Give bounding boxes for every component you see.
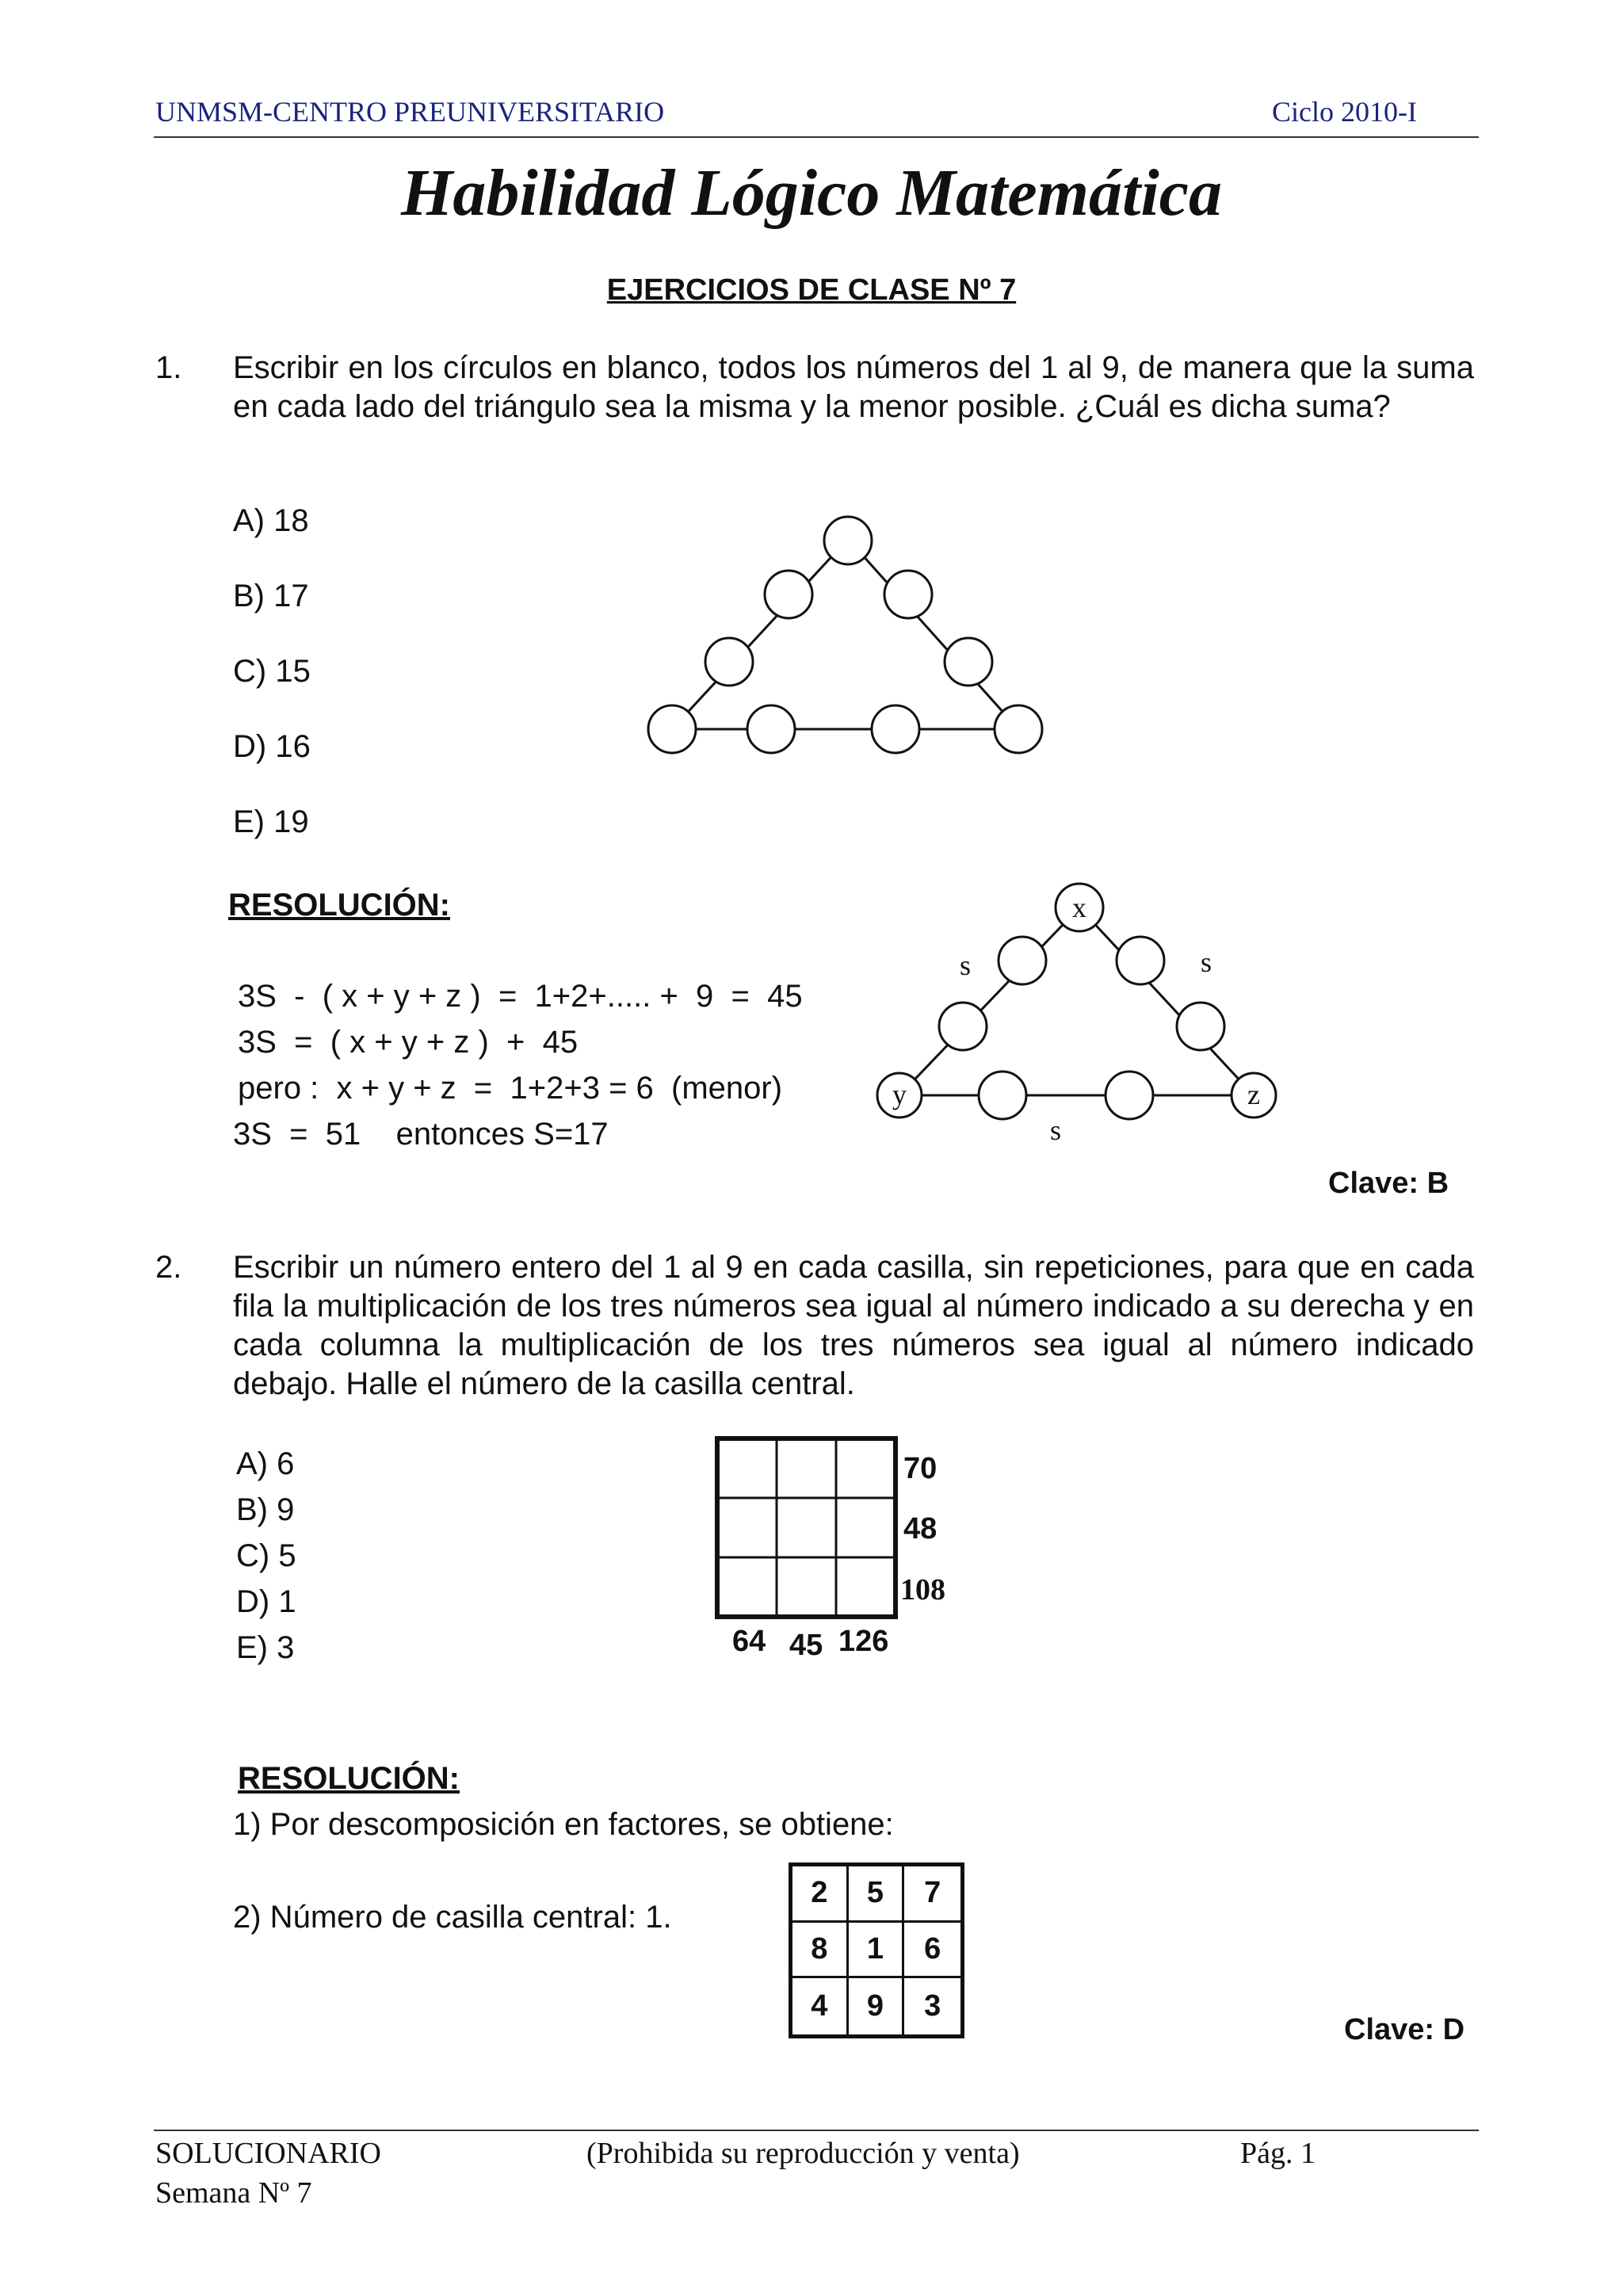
problem-2-option-b: B) 9 [236, 1492, 295, 1527]
problem-1-equation-1: 3S - ( x + y + z ) = 1+2+..... + 9 = 45 [238, 979, 803, 1014]
blank-circle [1177, 1003, 1224, 1050]
solution-cell: 2 [792, 1866, 849, 1923]
blank-circle [999, 937, 1046, 984]
label-z: z [1247, 1079, 1260, 1110]
blank-circle [995, 705, 1042, 753]
col-product-1: 64 [732, 1625, 766, 1658]
triangle-diagram [634, 507, 1062, 761]
label-x: x [1072, 892, 1086, 923]
solution-grid [789, 1862, 964, 2038]
solution-cell: 7 [904, 1866, 960, 1923]
blank-circle [1106, 1072, 1153, 1119]
labelled-triangle-diagram [864, 872, 1308, 1157]
blank-circle [705, 638, 753, 686]
blank-circle [884, 571, 932, 618]
footer-solucionario: SOLUCIONARIO [155, 2137, 381, 2170]
solution-cell: 3 [924, 1989, 941, 2023]
blank-circle [945, 638, 992, 686]
label-s-right: s [1200, 946, 1212, 978]
grid-border [717, 1438, 896, 1617]
blank-circle [824, 517, 872, 564]
row-product-3: 108 [900, 1573, 945, 1606]
header-divider [154, 136, 1479, 138]
problem-2-number: 2. [155, 1250, 182, 1285]
problem-1-answer: Clave: B [1328, 1167, 1449, 1200]
problem-2-option-e: E) 3 [236, 1630, 295, 1665]
blank-circle [979, 1072, 1026, 1119]
col-product-3: 126 [838, 1625, 889, 1658]
problem-1-option-d: D) 16 [233, 729, 311, 764]
solution-cell: 9 [849, 1978, 905, 2034]
label-y: y [892, 1079, 907, 1110]
blank-circle [1117, 937, 1164, 984]
problem-2-option-a: A) 6 [236, 1446, 295, 1481]
problem-2-option-d: D) 1 [236, 1584, 296, 1619]
label-s-left: s [959, 949, 972, 981]
section-subtitle: EJERCICIOS DE CLASE Nº 7 [606, 273, 1017, 307]
solution-cell: 5 [849, 1866, 905, 1923]
blank-circle [765, 571, 812, 618]
problem-1-option-a: A) 18 [233, 503, 309, 538]
problem-1-equation-2: 3S = ( x + y + z ) + 45 [238, 1025, 579, 1060]
solution-cell: 8 [792, 1923, 849, 1979]
solution-cell-central: 1 [849, 1923, 905, 1979]
header-cycle: Ciclo 2010-I [1272, 96, 1417, 128]
blank-circle [939, 1003, 987, 1050]
solution-cell: 4 [792, 1978, 849, 2034]
page-title: Habilidad Lógico Matemática [401, 156, 1222, 230]
blank-circle [747, 705, 795, 753]
footer-week: Semana Nº 7 [155, 2176, 312, 2210]
label-s-bottom: s [1049, 1114, 1062, 1146]
row-product-2: 48 [903, 1512, 938, 1545]
problem-2-step-2: 2) Número de casilla central: 1. [233, 1900, 672, 1935]
problem-2-option-c: C) 5 [236, 1538, 296, 1573]
solution-cell: 6 [904, 1923, 960, 1979]
problem-1-equation-4: 3S = 51 entonces S=17 [233, 1117, 609, 1152]
problem-2-text: Escribir un número entero del 1 al 9 en cada casilla, sin repeticiones, para que en cada fila la multiplicación de los tres números sea igual al número indicado a su derecha y en cada columna la multiplicación de los tres números sea igual al número indicado debajo. Halle el número de la casilla central. [233, 1250, 1474, 1401]
problem-2-answer: Clave: D [1344, 2013, 1465, 2046]
problem-2-step-1: 1) Por descomposición en factores, se obtiene: [233, 1807, 894, 1842]
problem-1-resolution-title: RESOLUCIÓN: [228, 888, 450, 923]
problem-2-resolution-title: RESOLUCIÓN: [238, 1761, 460, 1796]
problem-1-number: 1. [155, 350, 182, 385]
blank-circle [648, 705, 696, 753]
header-institution: UNMSM-CENTRO PREUNIVERSITARIO [155, 96, 665, 128]
problem-1-option-c: C) 15 [233, 654, 311, 689]
footer-page-number: Pág. 1 [1240, 2137, 1316, 2170]
problem-1-option-b: B) 17 [233, 579, 309, 613]
row-product-1: 70 [903, 1452, 938, 1485]
footer-divider [154, 2130, 1479, 2131]
triangle-left-side [899, 907, 1079, 1095]
triangle-right-side [848, 539, 1018, 729]
triangle-left-side [672, 539, 848, 729]
footer-notice: (Prohibida su reproducción y venta) [586, 2137, 1020, 2170]
col-product-2: 45 [789, 1629, 823, 1662]
problem-1-option-e: E) 19 [233, 804, 309, 839]
triangle-right-side [1079, 907, 1254, 1095]
problem-1-text: Escribir en los círculos en blanco, todos los números del 1 al 9, de manera que la suma en cada lado del triángulo sea la misma y la menor posible. ¿Cuál es dicha suma? [233, 350, 1474, 424]
blank-circle [872, 705, 919, 753]
problem-1-equation-3: pero : x + y + z = 1+2+3 = 6 (menor) [238, 1071, 783, 1106]
